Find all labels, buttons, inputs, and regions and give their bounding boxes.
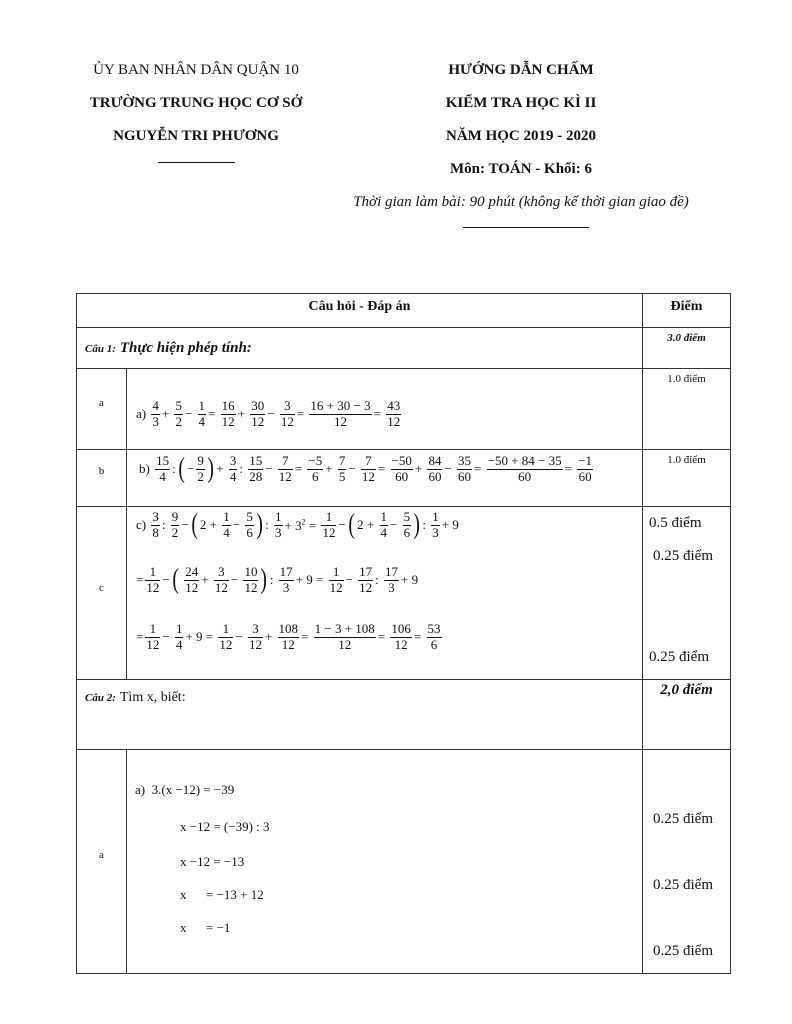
q1c-label: c	[99, 582, 104, 594]
table-header-row	[77, 294, 731, 328]
q2a-score-2: 0.25 điểm	[653, 877, 713, 893]
q1a-row	[77, 369, 731, 450]
q1c-score-3: 0.25 điểm	[649, 649, 709, 665]
q1c-score-2: 0.25 điểm	[653, 548, 713, 564]
q2a-row	[77, 750, 731, 974]
time-underline	[463, 227, 589, 228]
q1c-line-1: c) $\frac{3}{8}$ : $\frac{9}{2}$ −( 2 + $\frac{1}{4}$ − $\frac{5}{6}$ ) : $\frac{1}{3}$ + $3^2$ = $\frac{1}{12}$ −( 2 + $\frac{1}{4}$ − $\frac{5}{6}$ ) : $\frac{1}{3}$ + 9	[136, 509, 459, 541]
q2a-line-1: a) 3.(x −12) = −39	[135, 782, 235, 797]
q2-title: Tìm x, biết:	[119, 690, 186, 705]
q2a-line-5: x = −1	[180, 920, 231, 935]
exam-time: Thời gian làm bài: 90 phút (không kể thời gian giao đề)	[353, 194, 689, 210]
q2a-score-3: 0.25 điểm	[653, 943, 713, 959]
q2a-score-1: 0.25 điểm	[653, 811, 713, 827]
q1b-score: 1.0 điểm	[667, 454, 706, 466]
q2a-line-3: x −12 = −13	[180, 854, 245, 869]
doc-title: HƯỚNG DẪN CHẤM	[448, 62, 594, 78]
q2-score: 2,0 điểm	[660, 682, 713, 698]
issuer-line-1: ỦY BAN NHÂN DÂN QUẬN 10	[93, 62, 299, 78]
issuer-line-3: NGUYỄN TRI PHƯƠNG	[113, 128, 279, 144]
q1a-label: a	[99, 397, 104, 409]
q1-title: Thực hiện phép tính:	[119, 340, 252, 356]
q1-score: 3.0 điểm	[667, 332, 706, 344]
issuer-line-2: TRƯỜNG TRUNG HỌC CƠ SỞ	[89, 95, 303, 111]
q2a-line-4: x = −13 + 12	[180, 887, 264, 902]
q1a-expression: a) $\frac{4}{3}$ + $\frac{5}{2}$ − $\frac{1}{4}$ = $\frac{16}{12}$ + $\frac{30}{12}$ − $\frac{3}{12}$ = $\frac{16 + 30 - 3}{12}$ = $\frac{43}{12}$	[136, 398, 401, 429]
q1-prefix: Câu 1:	[85, 343, 116, 355]
q1-row	[77, 328, 731, 369]
doc-subtitle: KIỂM TRA HỌC KÌ II	[445, 95, 597, 111]
q2a-label: a	[99, 849, 104, 861]
q2-prefix: Câu 2:	[85, 692, 116, 704]
q1a-score: 1.0 điểm	[667, 373, 706, 385]
q1c-line-3: = $\frac{1}{12}$ − $\frac{1}{4}$ + 9 = $\frac{1}{12}$ − $\frac{3}{12}$ + $\frac{108}{12}$ = $\frac{1 - 3 + 108}{12}$ = $\frac{106}{12}$ = $\frac{53}{6}$	[136, 621, 441, 652]
issuer-underline	[158, 162, 235, 163]
school-year: NĂM HỌC 2019 - 2020	[446, 128, 596, 144]
q1b-expression: b) $\frac{15}{4}$ :( − $\frac{9}{2}$ ) + $\frac{3}{4}$ : $\frac{15}{28}$ − $\frac{7}{12}$ = $\frac{-5}{6}$ + $\frac{7}{5}$ − $\frac{7}{12}$ = $\frac{-50}{60}$ + $\frac{84}{60}$ − $\frac{35}{60}$ = $\frac{-50 + 84 - 35}{60}$ = $\frac{-1}{60}$	[139, 453, 593, 485]
q1b-label: b	[98, 465, 105, 477]
q1c-line-2: = $\frac{1}{12}$ −( $\frac{24}{12}$ + $\frac{3}{12}$ − $\frac{10}{12}$ ) : $\frac{17}{3}$ + 9 = $\frac{1}{12}$ − $\frac{17}{12}$ : $\frac{17}{3}$ + 9	[136, 564, 419, 596]
q1b-row	[77, 450, 731, 507]
q2-row	[77, 680, 731, 750]
q1c-row	[77, 507, 731, 680]
q2a-line-2: x −12 = (−39) : 3	[180, 819, 270, 834]
col-question-header: Câu hỏi - Đáp án	[308, 299, 411, 314]
answer-table	[76, 293, 731, 974]
q1c-score-1: 0.5 điểm	[649, 515, 702, 531]
subject-grade: Môn: TOÁN - Khối: 6	[450, 161, 592, 177]
col-score-header: Điểm	[670, 299, 703, 314]
